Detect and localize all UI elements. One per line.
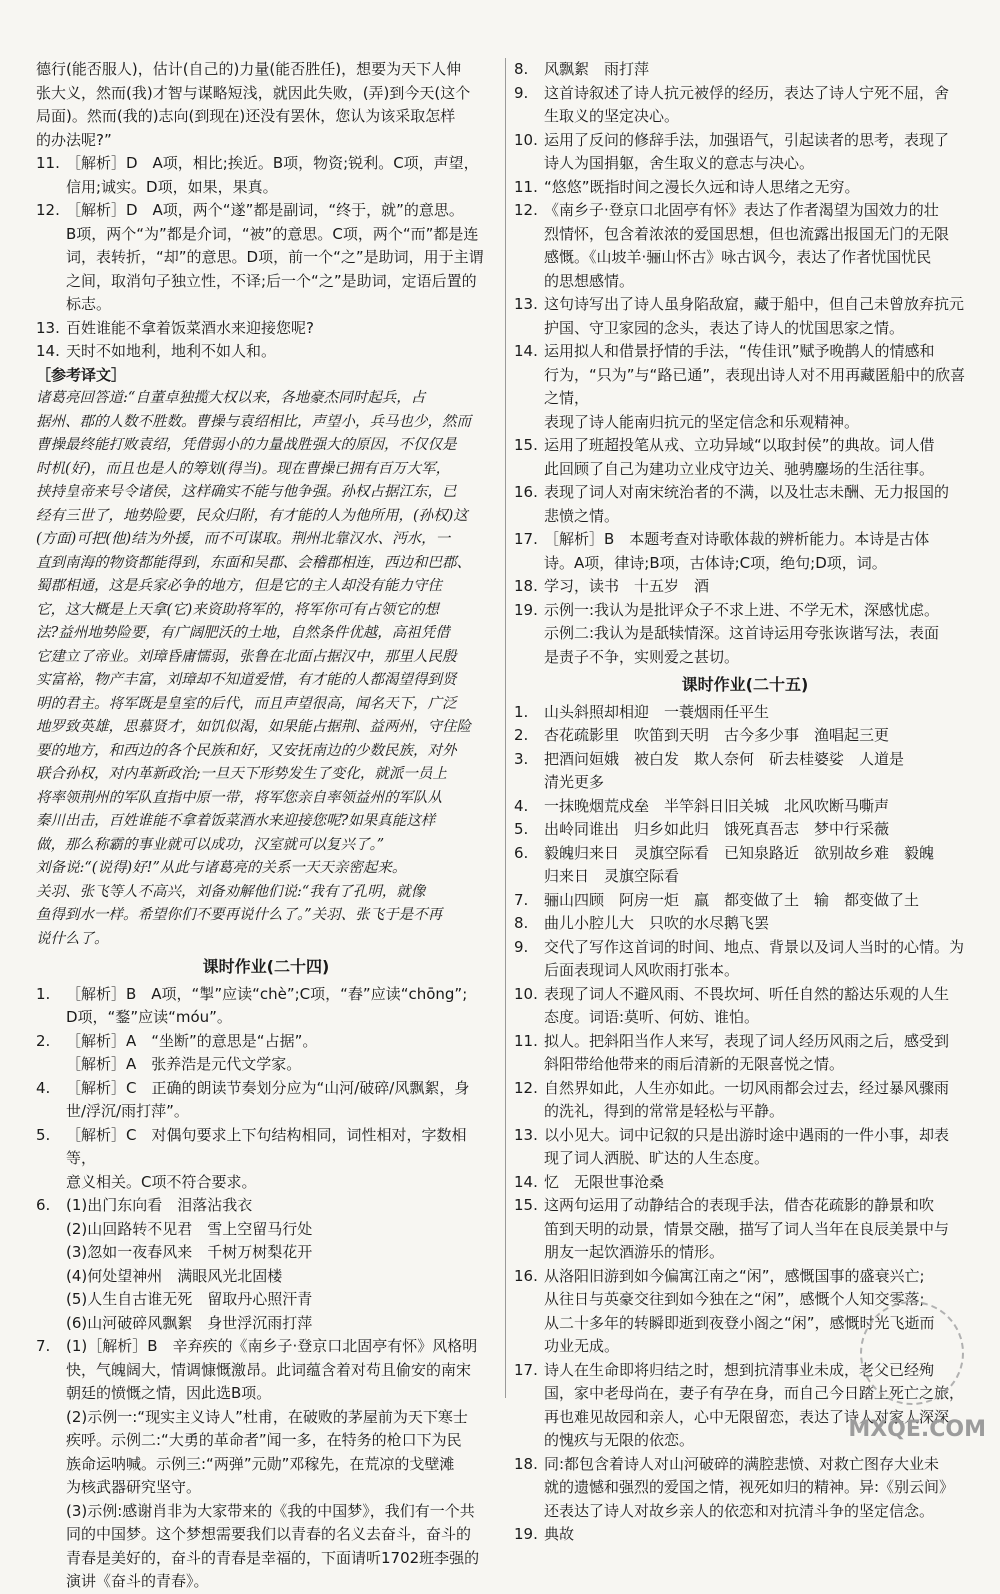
item-number: 16. [514,1266,538,1285]
item-number: 1. [36,984,51,1003]
answer-item [514,1124,976,1171]
text-line: 从洛阳旧游到如今偏寓江南之“闲”，感慨国事的盛衰兴亡; [544,1266,925,1285]
item-text [544,481,976,528]
item-number: 3. [514,749,529,768]
item-text [544,176,976,200]
text-line: 信用;诚实。D项，如果，果真。 [66,177,278,196]
answer-item [514,129,976,176]
text-line: 再也难见故园和亲人，心中无限留恋，表达了诗人对家人深深 [544,1407,950,1426]
item-text [66,1335,496,1594]
text-line: 曹操最终能打败袁绍，凭借弱小的力量战胜强大的原因，不仅仅是 [36,437,457,453]
item-text [544,575,976,599]
text-line: 经有三世了，地势险要，民众归附，有才能的人为他所用，(孙权)这 [36,507,468,524]
section-heading-25: 课时作业(二十五) [681,675,809,694]
text-line: 要的地方，和西边的各个民族和好，又安抚南边的少数民族，对外 [36,742,457,759]
item-text [544,1194,976,1265]
item-text [544,1523,976,1547]
text-line: (3)忽如一夜春风来 千树万树梨花开 [66,1243,313,1261]
text-line: 诗人为国捐躯，舍生取义的意志与决心。 [544,154,815,172]
item-text [66,1124,496,1195]
text-line: 世/浮沉/雨打萍”。 [66,1102,189,1120]
text-line: 态度。词语:莫听、何妨、谁怕。 [544,1008,760,1026]
section-heading-24: 课时作业(二十四) [202,957,330,976]
item-number: 7. [36,1337,51,1355]
answer-item [36,1077,496,1124]
text-line: 直到南海的物资都能得到，东面和吴郡、会稽郡相连，西边和巴郡、 [36,554,471,571]
answer-item [514,936,976,983]
text-line: 风飘絮 雨打萍 [544,60,650,78]
item-text [66,1194,496,1335]
text-line: 同的中国梦。这个梦想需要我们以青春的名义去奋斗，奋斗的 [66,1525,472,1543]
answer-item [36,340,496,364]
answer-item [514,748,976,795]
text-line: 表现了词人对南宋统治者的不满，以及壮志未酬、无力报国的 [544,483,950,501]
text-line: 实富裕，物产丰富，刘璋却不知道爱惜，有才能的人都渴望得到贤 [36,672,457,688]
item-number: 5. [514,820,529,838]
text-line: 地罗致英雄，思慕贤才，如饥似渴，如果能占据荆、益两州，守住险 [36,719,471,735]
text-line: 张大义，然而(我)才智与谋略短浅，就因此失败，(弄)到今天(这个 [36,83,471,102]
left-column [36,58,496,1594]
text-line: 时机(好)，而且也是人的筹划(得当)。现在曹操已拥有百万大军， [36,460,451,477]
text-line: 以小见大。词中记叙的只是出游时途中遇雨的一件小事，却表 [544,1125,950,1144]
text-line: (4)何处望神州 满眼风光北固楼 [66,1266,283,1285]
answer-item [514,1171,976,1195]
text-line: 国，家中老母尚在，妻子有孕在身，而自己今日踏上死亡之旅， [544,1384,965,1402]
item-number: 13. [514,1125,538,1144]
item-text [66,199,496,317]
text-line: 族命运呐喊。示例三:“两弹”元勋”邓稼先，在荒凉的戈壁滩 [66,1454,455,1473]
text-line: 斜阳带给他带来的雨后清新的无限喜悦之情。 [544,1055,845,1073]
text-line: 青春是美好的，奋斗的青春是幸福的，下面请听1702班李强的 [66,1548,480,1567]
text-line: D项，“鍪”应读“móu”。 [66,1008,232,1026]
text-line: 示例一:我认为是批评众子不求上进、不学无术，深感忧虑。 [544,600,940,619]
text-line: “悠悠”既指时间之漫长久远和诗人思绪之无穷。 [544,177,860,196]
item-number: 13. [36,318,60,337]
item-text [544,983,976,1030]
item-number: 14. [36,342,60,360]
item-number: 16. [514,483,538,501]
item-text [66,152,496,199]
item-text [544,58,976,82]
text-line: 后面表现词人风吹雨打张本。 [544,961,740,979]
text-line: 联合孙权，对内革新政治;一旦天下形势发生了变化，就派一员上 [36,766,447,782]
answer-item [36,983,496,1030]
item-text [544,340,976,434]
answer-list-right [514,58,976,669]
text-line: 从往日与英豪交往到如今独在之“闲”，感慨个人知交零落; [544,1290,925,1308]
item-text [544,434,976,481]
text-line: 这句诗写出了诗人虽身陷敌窟，藏于船中，但自己未曾放弃抗元 [544,295,965,313]
text-line: (3)示例:感谢肖非为大家带来的《我的中国梦》，我们有一个共 [66,1501,475,1520]
item-number: 12. [514,201,538,219]
text-line: B项，两个“为”都是介词，“被”的意思。C项，两个“而”都是连 [66,224,479,243]
text-line: 说什么了。 [36,930,109,947]
text-line: 同:都包含着诗人对山河破碎的满腔悲愤、对救亡图存大业未 [544,1454,940,1473]
answer-item [36,317,496,341]
watermark-stamp-icon [860,1301,964,1405]
item-number: 2. [36,1031,51,1050]
item-number: 7. [514,890,529,909]
text-line: ［解析］C 对偶句要求上下句结构相同，词性相对，字数相等， [66,1125,467,1167]
answer-item [514,82,976,129]
column-divider [505,58,506,1398]
text-line: 忆 无限世事沧桑 [544,1172,665,1191]
answer-item [514,599,976,670]
text-line: 行为，“只为”与“路已通”，表现出诗人对不用再藏匿船中的欣喜之情， [544,365,966,407]
item-text [544,599,976,670]
text-line: (5)人生自古谁无死 留取丹心照汗青 [66,1290,313,1308]
text-line: 护国、守卫家园的念头，表达了诗人的忧国思家之情。 [544,318,905,337]
item-text [544,936,976,983]
text-line: 天时不如地利，地利不如人和。 [66,342,277,360]
text-line: 现了词人洒脱、旷达的人生态度。 [544,1149,770,1167]
item-number: 9. [514,937,529,956]
text-line: 诸葛亮回答道:“自董卓独揽大权以来，各地豪杰同时起兵，占 [36,390,426,406]
answer-item [514,293,976,340]
item-number: 14. [514,342,538,360]
text-line: 拟人。把斜阳当作人来写，表现了词人经历风雨之后，感受到 [544,1031,950,1050]
text-line: 将率领荆州的军队直指中原一带，将军您亲自率领益州的军队从 [36,789,442,806]
item-number: 9. [514,83,529,102]
item-number: 15. [514,1196,538,1214]
text-line: ［解析］C 正确的朗读节奏划分应为“山河/破碎/风飘絮，身 [66,1078,470,1097]
text-line: 做，那么称霸的事业就可以成功，汉室就可以复兴了。” [36,836,385,853]
answer-item [514,1523,976,1547]
text-line: ［解析］D A项，两个“遂”都是副词，“终于，就”的意思。 [66,201,464,219]
answer-item [514,1030,976,1077]
answer-item [514,983,976,1030]
text-line: 清光更多 [544,773,605,791]
item-text [544,82,976,129]
text-line: 为核武器研究坚守。 [66,1478,202,1496]
text-line: 学习，读书 十五岁 酒 [544,577,710,595]
watermark-text: MXQE.COM [848,1416,986,1442]
text-line: 的思想感情。 [544,271,635,290]
item-number: 8. [514,914,529,932]
answer-list-24 [36,983,496,1195]
text-line: 快，气魄阔大，情调慷慨激昂。此词蕴含着对苟且偷安的南宋 [66,1360,472,1379]
text-line: 它建立了帝业。刘璋昏庸懦弱，张鲁在北面占据汉中，那里人民殷 [36,648,457,665]
text-line: 疾呼。示例二:“大勇的革命者”闻一多，在特务的枪口下为民 [66,1431,462,1449]
answer-item [514,528,976,575]
answer-item-7 [36,1335,496,1594]
text-line: 朝廷的愤慨之情，因此选B项。 [66,1384,272,1402]
item-text [544,795,976,819]
answer-item [514,1453,976,1524]
item-text [544,724,976,748]
text-line: 一抹晚烟荒戍垒 半竿斜日旧关城 北风吹断马嘶声 [544,796,890,815]
text-line: 秦川出击，百姓谁能不拿着饭菜酒水来迎接您呢?如果真能这样 [36,813,436,829]
text-line: 诗人在生命即将归结之时，想到抗清事业未成，老父已经殉 [544,1360,935,1379]
answer-item [514,199,976,293]
answer-item [514,889,976,913]
text-line: 运用了班超投笔从戎、立功异域“以取封侯”的典故。词人借 [544,436,935,454]
item-text [544,1077,976,1124]
reference-translation [36,387,496,857]
text-line: ［解析］A “坐断”的意思是“占据”。 [66,1031,318,1050]
item-number: 10. [514,130,538,149]
text-line: ［解析］A 张养浩是元代文学家。 [66,1055,302,1073]
item-number: 10. [514,984,538,1003]
text-line: 局面)。然而(我的)志向(到现在)还没有罢休，您认为该采取怎样 [36,107,456,125]
item-number: 19. [514,1525,538,1543]
item-text [544,889,976,913]
item-text [544,818,976,842]
item-text [544,701,976,725]
text-line: 自然界如此，人生亦如此。一切风雨都会过去，经过暴风骤雨 [544,1078,950,1097]
text-line: 出岭同谁出 归乡如此归 饿死真吾志 梦中行采薇 [544,820,890,838]
text-line: 笛到天明的动景，情景交融，描写了词人当年在良辰美景中与 [544,1219,950,1238]
text-line: 表现了诗人能南归抗元的坚定信念和乐观精神。 [544,412,860,431]
text-line: 明的君主。将军既是皇室的后代，而且声望很高，闻名天下，广泛 [36,695,457,712]
item-text [544,129,976,176]
text-line: 从二十多年的转瞬即逝到夜登小阁之“闲”，感慨时光飞逝而 [544,1313,935,1332]
answer-item [514,481,976,528]
answer-item [514,1194,976,1265]
text-line: 德行(能否服人)，估计(自己的)力量(能否胜任)，想要为天下人伸 [36,60,462,78]
text-line: 表现了词人不避风雨、不畏坎坷、听任自然的豁达乐观的人生 [544,984,950,1003]
item-number: 11. [36,154,60,172]
text-line: 诗。A项，律诗;B项，古体诗;C项，绝句;D项，词。 [544,553,887,572]
item-number: 4. [514,796,529,815]
item-number: 15. [514,436,538,454]
item-number: 17. [514,1360,538,1379]
text-line: 此回顾了自己为建功立业戍守边关、驰骋鏖场的生活往事。 [544,459,935,478]
text-line: 鱼得到水一样。希望你们不要再说什么了。”关羽、张飞于是不再 [36,907,443,923]
answer-item [514,1077,976,1124]
item-text [66,1030,496,1077]
answer-item [36,1030,496,1077]
text-line: 这首诗叙述了诗人抗元被俘的经历，表达了诗人宁死不屈，舍 [544,83,950,102]
item-text [66,317,496,341]
text-line: 的愧疚与无限的依恋。 [544,1431,695,1449]
item-text [66,1077,496,1124]
text-line: 还表达了诗人对故乡亲人的依恋和对抗清斗争的坚定信念。 [544,1501,935,1520]
text-line: ［解析］D A项，相比;挨近。B项，物资;锐利。C项，声望， [66,154,479,172]
answer-item [514,58,976,82]
answer-item [514,724,976,748]
item-number: 19. [514,600,538,619]
item-number: 6. [514,843,529,862]
item-number: 12. [36,201,60,219]
answer-item [514,818,976,842]
answer-item-6 [36,1194,496,1335]
intro-paragraph [36,58,496,152]
text-line: (6)山河破碎风飘絮 身世浮沉雨打萍 [66,1313,313,1332]
text-line: 悲愤之情。 [544,506,620,525]
text-line: 是责子不争，实则爱之甚切。 [544,647,740,666]
item-number: 17. [514,530,538,548]
answer-item [514,842,976,889]
item-text [544,842,976,889]
item-number: 13. [514,295,538,313]
item-text [544,912,976,936]
item-number: 8. [514,60,529,78]
item-text [544,1030,976,1077]
text-line: 据州、郡的人数不胜数。曹操与袁绍相比，声望小，兵马也少，然而 [36,413,471,430]
answer-item [514,434,976,481]
item-text [544,293,976,340]
item-text [544,1171,976,1195]
text-line: 功业无成。 [544,1337,620,1355]
text-line: 的洗礼，得到的常常是轻松与平静。 [544,1102,785,1120]
text-line: 百姓谁能不拿着饭菜酒水来迎接您呢? [66,318,314,337]
text-line: 词，表转折，“却”的意思。D项，前一个“之”是助词，用于主谓 [66,248,484,266]
text-line: (2)示例一:“现实主义诗人”杜甫，在破败的茅屋前为天下寒士 [66,1407,468,1426]
text-line: 运用了反问的修辞手法，加强语气，引起读者的思考，表现了 [544,130,950,149]
answer-item [514,701,976,725]
item-text [544,1453,976,1524]
item-text [544,528,976,575]
text-line: 示例二:我认为是舐犊情深。这首诗运用夸张诙谐写法，表面 [544,624,940,642]
answer-list-left [36,152,496,364]
text-line: 感慨。《山坡羊·骊山怀古》咏古讽今，表达了作者忧国忧民 [544,248,932,266]
item-number: 5. [36,1125,51,1144]
text-line: (2)山回路转不见君 雪上空留马行处 [66,1219,313,1238]
text-line: 标志。 [66,295,112,313]
text-line: ［解析］B A项，“掣”应读“chè”;C项，“舂”应读“chōng”; [66,984,468,1003]
text-line: 毅魄归来日 灵旗空际看 已知泉路近 欲别故乡难 毅魄 [544,843,935,862]
text-line: 归来日 灵旗空际看 [544,867,680,885]
text-line: 挟持皇帝来号令诸侯，这样确实不能与他争强。孙权占据江东，已 [36,484,457,500]
text-line: 典故 [544,1525,575,1543]
item-number: 11. [514,1031,538,1050]
text-line: 的办法呢?” [36,130,112,149]
item-text [66,983,496,1030]
text-line: 运用拟人和借景抒情的手法，“传佳讯”赋予晚鹊人的情感和 [544,342,935,360]
answer-item [514,575,976,599]
text-line: 生取义的坚定决心。 [544,107,680,125]
text-line: 意义相关。C项不符合要求。 [66,1172,257,1191]
text-line: 它，这大概是上天拿(它)来资助将军的，将军你可有占领它的想 [36,601,439,618]
text-line: 把酒问姮娥 被白发 欺人奈何 斫去桂婆娑 人道是 [544,749,905,768]
answer-item [36,152,496,199]
text-line: 杏花疏影里 吹笛到天明 古今多少事 渔唱起三更 [544,726,890,744]
reference-translation-heading: ［参考译文］ [36,365,127,384]
text-line: 刘备说:“(说得)好!”从此与诸葛亮的关系一天天亲密起来。 [36,860,407,876]
answer-item [514,912,976,936]
text-line: (1)出门东向看 泪落沾我衣 [66,1196,253,1214]
text-line: 演讲《奋斗的青春》。 [66,1572,209,1590]
item-number: 12. [514,1078,538,1097]
item-number: 1. [514,702,529,721]
answer-item [36,199,496,317]
text-line: 就的遗憾和强烈的爱国之情，视死如归的精神。异:《别云间》 [544,1478,955,1496]
answer-item [36,1124,496,1195]
answer-item [514,176,976,200]
text-line: ［解析］B 本题考查对诗歌体裁的辨析能力。本诗是古体 [544,530,930,548]
item-number: 18. [514,577,538,595]
item-text [66,340,496,364]
text-line: 关羽、张飞等人不高兴，刘备劝解他们说:“我有了孔明，就像 [36,883,426,900]
item-number: 2. [514,726,529,744]
answer-item [514,340,976,434]
item-number: 6. [36,1196,51,1214]
item-number: 11. [514,177,538,196]
item-number: 18. [514,1454,538,1473]
text-line: (方面)可把(他)结为外援，而不可谋取。荆州北靠汉水、沔水，一 [36,531,451,547]
text-line: (1)［解析］B 辛弃疾的《南乡子·登京口北固亭有怀》风格明 [66,1337,478,1355]
text-line: 朋友一起饮酒游乐的情形。 [544,1243,725,1261]
item-text [544,748,976,795]
text-line: 骊山四顾 阿房一炬 羸 都变做了土 输 都变做了土 [544,890,920,909]
item-number: 14. [514,1172,538,1191]
reference-translation-ending [36,857,496,951]
answer-item [514,795,976,819]
text-line: 法?益州地势险要，有广阔肥沃的土地，自然条件优越，高祖凭借 [36,625,450,641]
item-text [544,1124,976,1171]
text-line: 山头斜照却相迎 一蓑烟雨任平生 [544,702,770,721]
text-line: 交代了写作这首词的时间、地点、背景以及词人当时的心情。为 [544,937,965,956]
text-line: 《南乡子·登京口北固亭有怀》表达了作者渴望为国效力的壮 [544,201,939,219]
text-line: 这两句运用了动静结合的表现手法，借杏花疏影的静景和吹 [544,1196,935,1214]
text-line: 曲儿小腔儿大 只吹的水尽鹅飞罢 [544,914,770,932]
item-number: 4. [36,1078,51,1097]
item-text [544,199,976,293]
text-line: 之间，取消句子独立性，不译;后一个“之”是助词，定语后置的 [66,271,477,290]
text-line: 烈情怀，包含着浓浓的爱国思想，但也流露出报国无门的无限 [544,224,950,243]
text-line: 蜀郡相通，这是兵家必争的地方，但是它的主人却没有能力守住 [36,578,442,594]
